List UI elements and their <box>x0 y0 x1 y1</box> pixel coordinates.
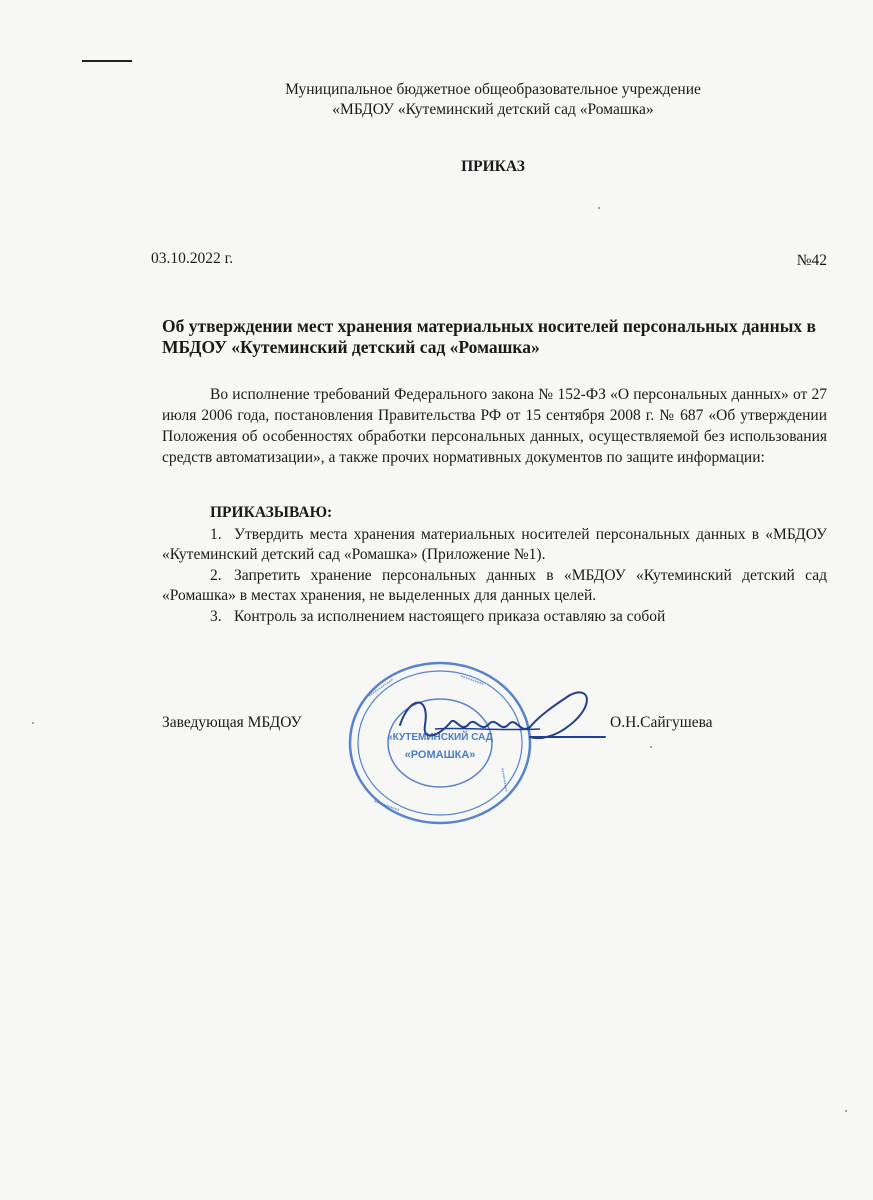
document-number: №42 <box>796 252 827 269</box>
order-item-text: Утвердить места хранения материальных носителей персональных данных в «МБДОУ «Кутеминский детский сад «Ромашка» (Приложение №1). <box>162 526 827 563</box>
signer-name: О.Н.Сайгушева <box>610 714 713 731</box>
order-item-text: Контроль за исполнением настоящего приказа оставляю за собой <box>234 608 666 625</box>
scan-speck <box>650 746 652 748</box>
document-title: ПРИКАЗ <box>461 158 525 175</box>
order-items-list <box>162 525 827 628</box>
svg-text:•••••••••••: ••••••••••• <box>372 796 401 813</box>
order-item-text: Запретить хранение персональных данных в «МБДОУ «Кутеминский детский сад «Ромашка» в местах хранения, не выделенных для данных целей. <box>162 567 827 604</box>
stamp-text-line1: «КУТЕМИНСКИЙ САД <box>387 732 493 743</box>
order-item <box>162 525 827 565</box>
signer-position: Заведующая МБДОУ <box>162 714 302 731</box>
order-subject: Об утверждении мест хранения материальных носителей персональных данных в МБДОУ «Кутеминский детский сад «Ромашка» <box>162 316 816 357</box>
scan-speck <box>598 207 600 209</box>
order-item-number: 2. <box>210 567 222 584</box>
scan-speck <box>32 722 34 724</box>
institution-name-line2: «МБДОУ «Кутеминский детский сад «Ромашка» <box>332 101 654 118</box>
svg-text:••••••••••••: •••••••••••• <box>367 677 396 700</box>
order-item-number: 3. <box>210 608 222 625</box>
svg-text:••••••••••: •••••••••• <box>459 673 485 689</box>
stamp-text-line2: «РОМАШКА» <box>404 749 476 761</box>
svg-text:••••••••••: •••••••••• <box>498 767 510 793</box>
preamble-paragraph: Во исполнение требований Федерального закона № 152-ФЗ «О персональных данных» от 27 июля 2006 года, постановления Правительства РФ от 15 сентября 2008 г. № 687 «Об утверждении Положения об особенностях обработки персональных данных, осуществляемой без использования средств автоматизации», а также прочих нормативных документов по защите информации: <box>162 386 827 466</box>
order-item <box>162 566 827 606</box>
handwritten-signature <box>380 685 610 755</box>
order-item <box>162 607 827 627</box>
order-heading: ПРИКАЗЫВАЮ: <box>210 504 333 521</box>
institution-name-line1: Муниципальное бюджетное общеобразовательное учреждение <box>285 81 701 98</box>
scan-speck <box>845 1110 847 1112</box>
scan-mark <box>82 60 132 62</box>
document-date: 03.10.2022 г. <box>151 250 234 267</box>
order-item-number: 1. <box>210 526 222 543</box>
